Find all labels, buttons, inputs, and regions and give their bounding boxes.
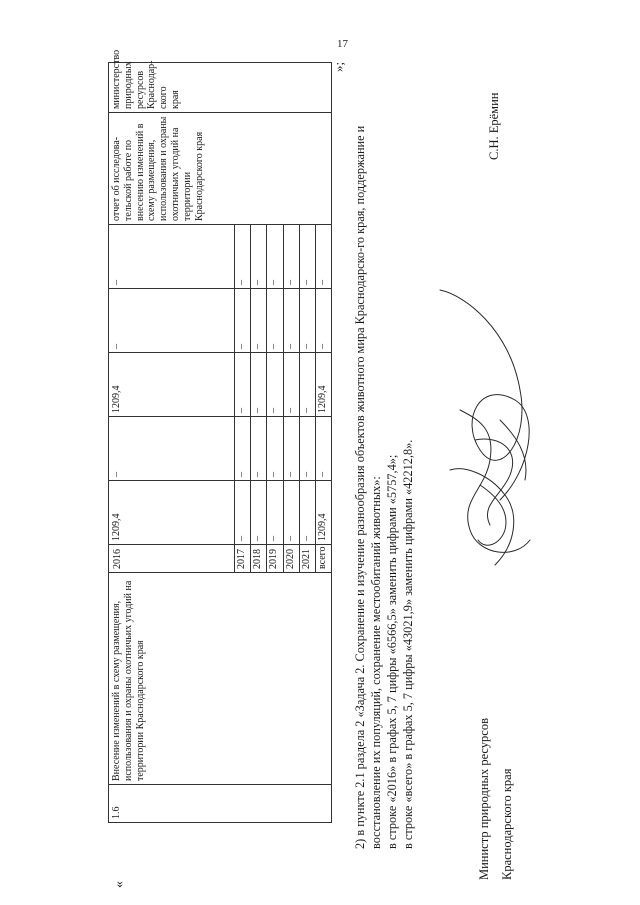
amount-cell: – xyxy=(299,225,315,289)
amount-cell: – xyxy=(235,289,251,353)
amount-cell: – xyxy=(283,225,299,289)
year-cell: всего xyxy=(315,545,331,573)
amount-cell: – xyxy=(235,481,251,545)
amount-cell: – xyxy=(267,353,283,417)
amount-cell: – xyxy=(315,289,331,353)
amount-cell: – xyxy=(299,289,315,353)
signatory-position-line: Краснодарского края xyxy=(500,768,514,880)
amendment-paragraph: 2) в пункте 2.1 раздела 2 «Задача 2. Сохранение и изучение разнообразия объектов животного мира Краснодарско-го края, поддержание и восстановление их популяций, сохранение местообитаний животных»: xyxy=(353,125,383,849)
amount-cell: – xyxy=(299,417,315,481)
amount-cell: – xyxy=(109,417,235,481)
amount-cell: 1209,4 xyxy=(315,481,331,545)
table-row xyxy=(109,63,235,823)
measures-table xyxy=(108,49,332,823)
amount-cell: – xyxy=(283,481,299,545)
amendment-line: в строке «2016» в графах 5, 7 цифры «6566,5» заменить цифрами «5757,4»; xyxy=(385,454,399,849)
page-number: 17 xyxy=(337,38,348,50)
amount-cell: – xyxy=(315,417,331,481)
amount-cell: – xyxy=(267,417,283,481)
amount-cell: – xyxy=(283,289,299,353)
amount-cell: – xyxy=(235,225,251,289)
amount-cell: – xyxy=(283,353,299,417)
amount-cell: – xyxy=(283,417,299,481)
opening-quote: « xyxy=(112,881,127,888)
amount-cell: – xyxy=(267,225,283,289)
amount-cell: – xyxy=(251,481,267,545)
amount-cell: 1209,4 xyxy=(109,353,235,417)
amendment-line: в строке «всего» в графах 5, 7 цифры «43021,9» заменить цифрами «42212,8». xyxy=(401,439,415,849)
amount-cell: 1209,4 xyxy=(109,481,235,545)
amount-cell: – xyxy=(109,225,235,289)
handwritten-signature xyxy=(420,270,570,580)
amount-cell: – xyxy=(251,289,267,353)
year-cell: 2020 xyxy=(283,545,299,573)
item-number-cell: 1.6 xyxy=(109,785,332,823)
activity-cell: Внесение изменений в схему размещения, использования и охраны охотничьих угодий на территории Краснодарского края xyxy=(109,573,332,785)
executor-cell: министерство природных ресурсов Краснодар-ского края xyxy=(109,63,332,113)
amount-cell: – xyxy=(299,353,315,417)
amount-cell: – xyxy=(315,225,331,289)
signatory-position-line: Министр природных ресурсов xyxy=(477,717,491,880)
year-cell: 2017 xyxy=(235,545,251,573)
amount-cell: – xyxy=(267,481,283,545)
year-cell: 2018 xyxy=(251,545,267,573)
year-cell: 2016 xyxy=(109,545,235,573)
result-cell: отчет об исследова-тельской работе по внесению изменений в схему размещения, использования и охраны охотничьих угодий на территории Краснодарского края xyxy=(109,113,332,225)
amount-cell: – xyxy=(251,417,267,481)
amount-cell: – xyxy=(235,353,251,417)
amount-cell: – xyxy=(267,289,283,353)
amount-cell: – xyxy=(299,481,315,545)
amount-cell: – xyxy=(235,417,251,481)
year-cell: 2019 xyxy=(267,545,283,573)
amount-cell: 1209,4 xyxy=(315,353,331,417)
amount-cell: – xyxy=(109,289,235,353)
amount-cell: – xyxy=(251,353,267,417)
year-cell: 2021 xyxy=(299,545,315,573)
amount-cell: – xyxy=(251,225,267,289)
closing-quote: »; xyxy=(331,61,346,72)
signatory-name: С.Н. Ерёмин xyxy=(487,92,501,160)
amendment-text xyxy=(352,45,416,885)
signatory-position xyxy=(473,580,519,880)
